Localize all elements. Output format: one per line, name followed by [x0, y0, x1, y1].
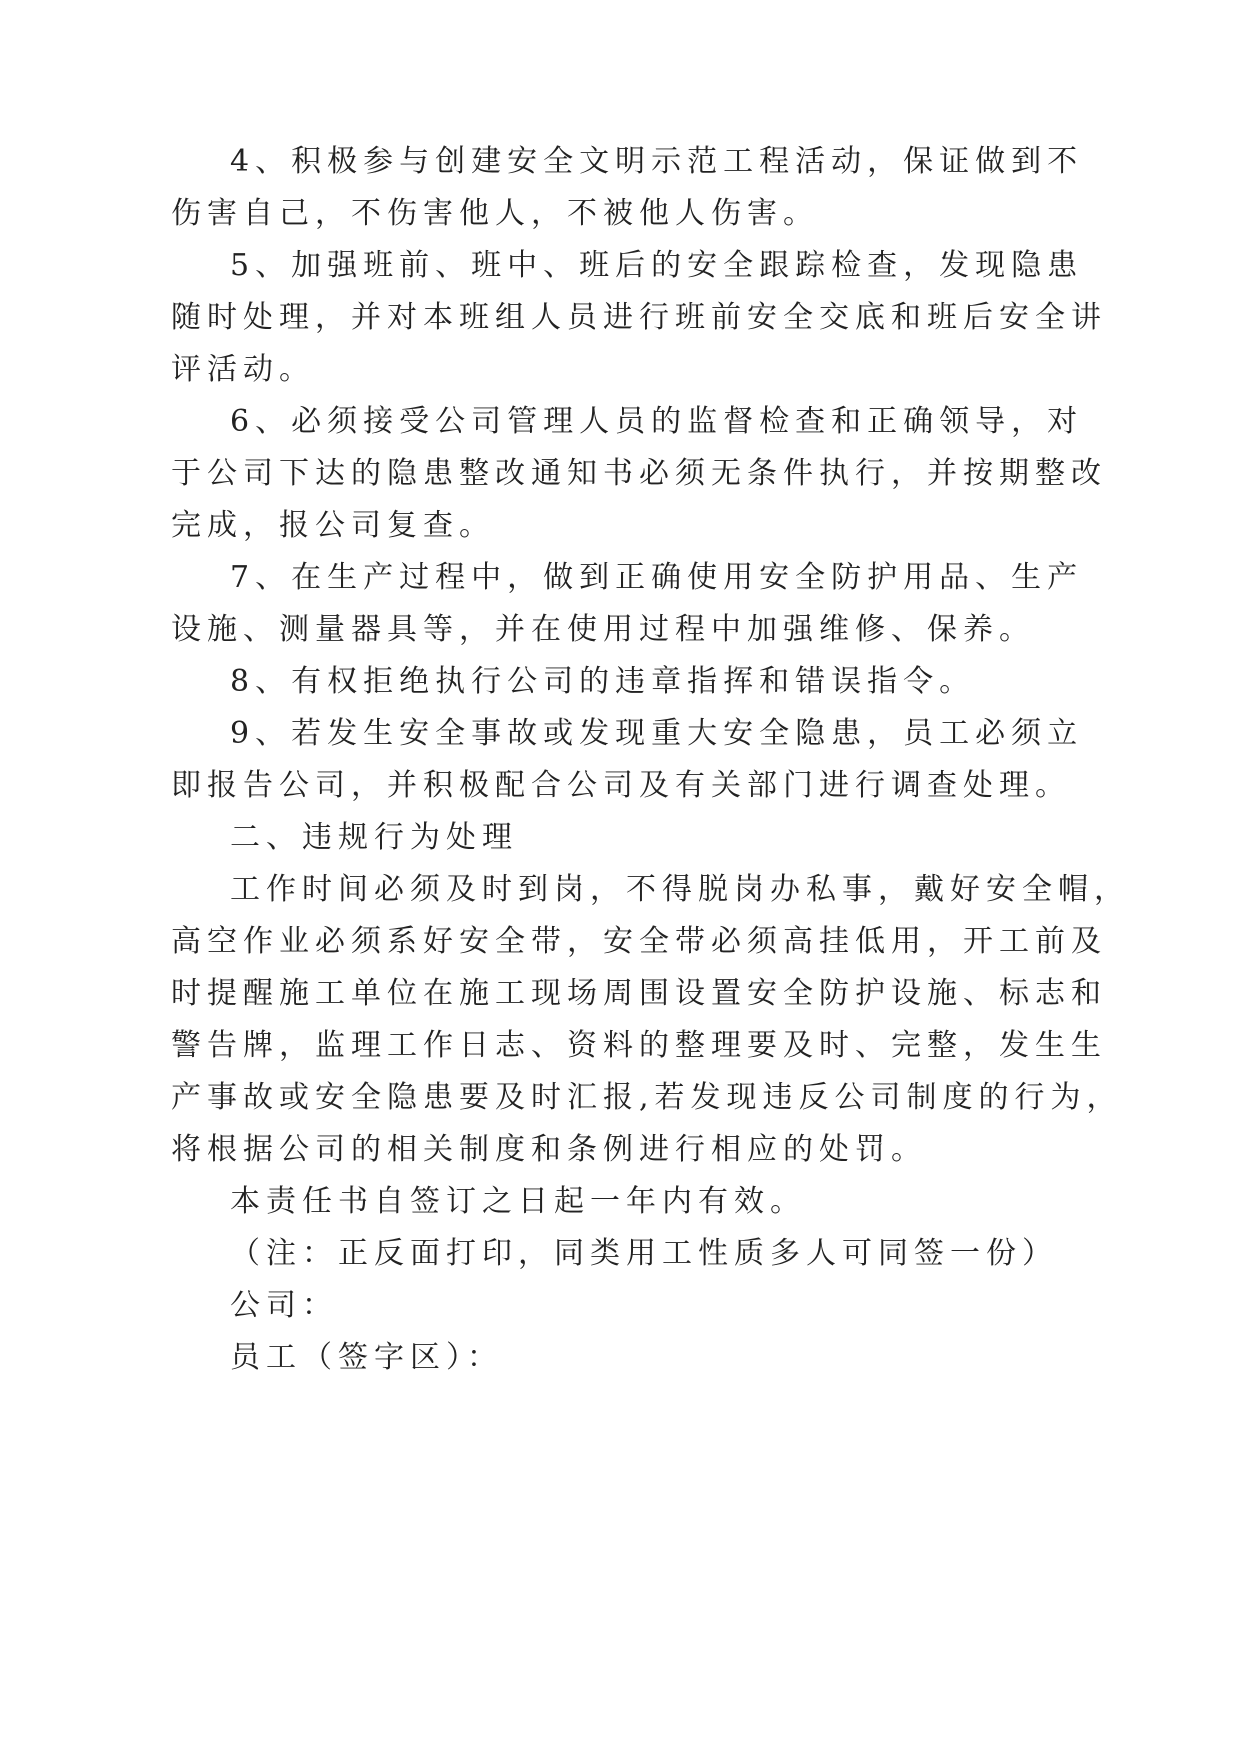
paragraph-4-line-2: 伤害自己，不伤害他人，不被他人伤害。 — [171, 196, 819, 231]
violation-paragraph-line-2: 高空作业必须系好安全带，安全带必须高挂低用，开工前及 — [171, 924, 1107, 959]
violation-paragraph-line-6: 将根据公司的相关制度和条例进行相应的处罚。 — [171, 1132, 927, 1167]
paragraph-5-line-1: 5、加强班前、班中、班后的安全跟踪检查，发现隐患 — [230, 248, 1084, 283]
section-heading: 二、违规行为处理 — [230, 820, 518, 855]
print-note: （注：正反面打印，同类用工性质多人可同签一份） — [230, 1236, 1058, 1271]
paragraph-5-line-2: 随时处理，并对本班组人员进行班前安全交底和班后安全讲 — [171, 300, 1107, 335]
validity-statement: 本责任书自签订之日起一年内有效。 — [230, 1184, 806, 1219]
paragraph-6-line-3: 完成，报公司复查。 — [171, 508, 495, 543]
employee-signature-label: 员工（签字区）： — [230, 1340, 503, 1375]
company-label: 公司： — [230, 1288, 338, 1323]
paragraph-7-line-2: 设施、测量器具等，并在使用过程中加强维修、保养。 — [171, 612, 1035, 647]
paragraph-4-line-1: 4、积极参与创建安全文明示范工程活动，保证做到不 — [230, 144, 1084, 179]
paragraph-5-line-3: 评活动。 — [171, 352, 315, 387]
violation-paragraph-line-1: 工作时间必须及时到岗，不得脱岗办私事，戴好安全帽， — [230, 872, 1130, 907]
violation-paragraph-line-4: 警告牌，监理工作日志、资料的整理要及时、完整，发生生 — [171, 1028, 1107, 1063]
paragraph-9-line-2: 即报告公司，并积极配合公司及有关部门进行调查处理。 — [171, 768, 1071, 803]
paragraph-6-line-1: 6、必须接受公司管理人员的监督检查和正确领导，对 — [230, 404, 1084, 439]
paragraph-7-line-1: 7、在生产过程中，做到正确使用安全防护用品、生产 — [230, 560, 1084, 595]
paragraph-9-line-1: 9、若发生安全事故或发现重大安全隐患，员工必须立 — [230, 716, 1084, 751]
violation-paragraph-line-5: 产事故或安全隐患要及时汇报,若发现违反公司制度的行为， — [171, 1080, 1123, 1115]
violation-paragraph-line-3: 时提醒施工单位在施工现场周围设置安全防护设施、标志和 — [171, 976, 1107, 1011]
paragraph-8-line-1: 8、有权拒绝执行公司的违章指挥和错误指令。 — [230, 664, 976, 699]
paragraph-6-line-2: 于公司下达的隐患整改通知书必须无条件执行，并按期整改 — [171, 456, 1107, 491]
